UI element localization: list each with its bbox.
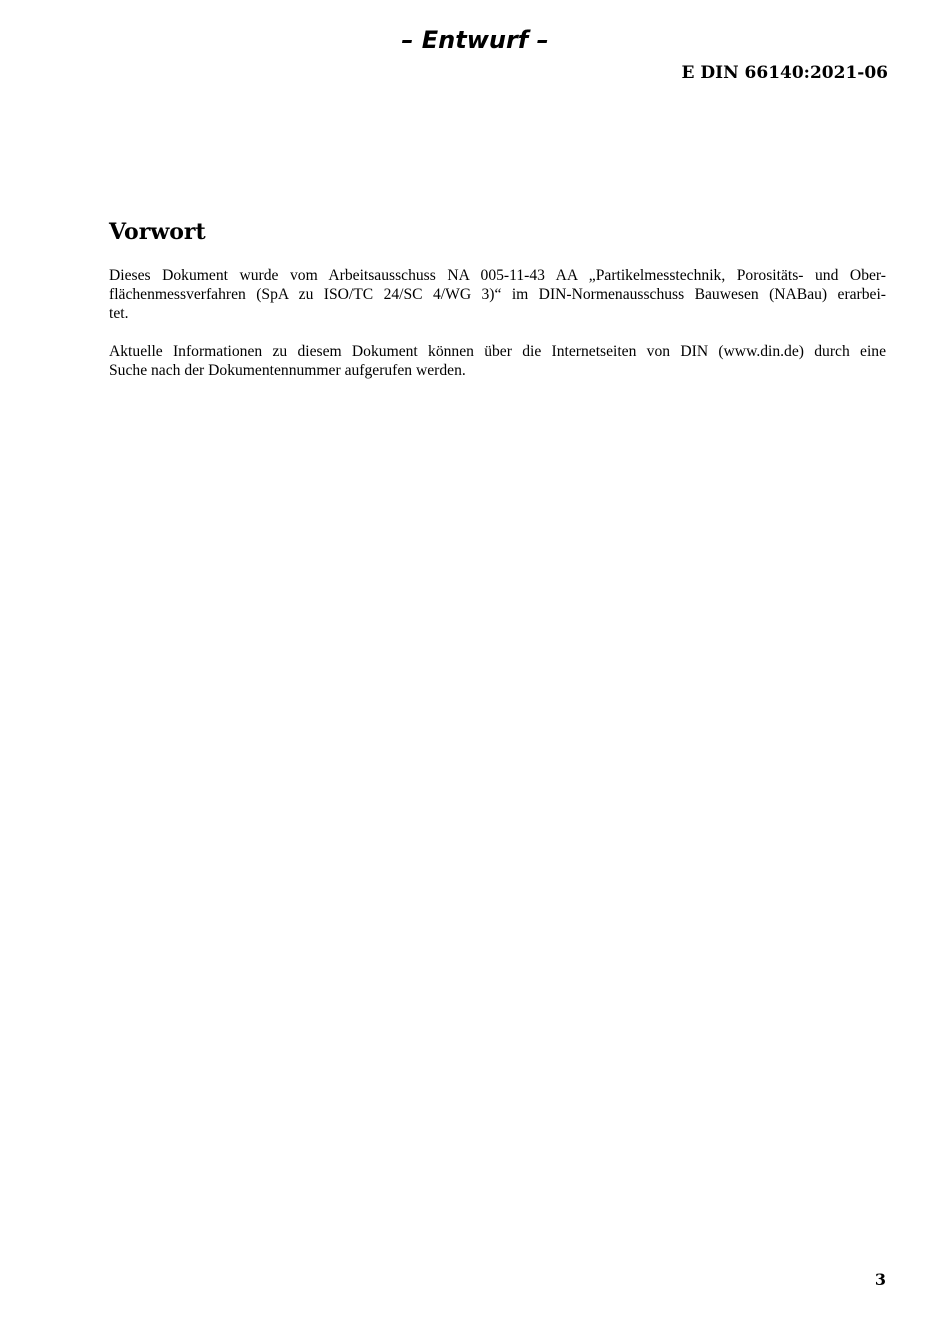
foreword-paragraph-1 [109, 266, 886, 323]
page-number: 3 [874, 1270, 886, 1289]
foreword-paragraph-2 [109, 342, 886, 380]
document-id: E DIN 66140:2021-06 [681, 63, 888, 83]
draft-label: – Entwurf – [401, 26, 549, 54]
paragraph-line: Aktuelle Informationen zu diesem Dokument können über die Internetseiten von DIN (www.din.de) durch eine [109, 343, 886, 360]
paragraph-line: Dieses Dokument wurde vom Arbeitsausschuss NA 005-11-43 AA „Partikelmesstechnik, Porositäts- und Ober- [109, 267, 886, 284]
paragraph-line: flächenmessverfahren (SpA zu ISO/TC 24/SC 4/WG 3)“ im DIN-Normenausschuss Bauwesen (NABau) erarbei- [109, 286, 886, 303]
paragraph-line: tet. [109, 305, 129, 322]
section-title-foreword: Vorwort [109, 219, 206, 245]
paragraph-line: Suche nach der Dokumentennummer aufgerufen werden. [109, 362, 466, 379]
